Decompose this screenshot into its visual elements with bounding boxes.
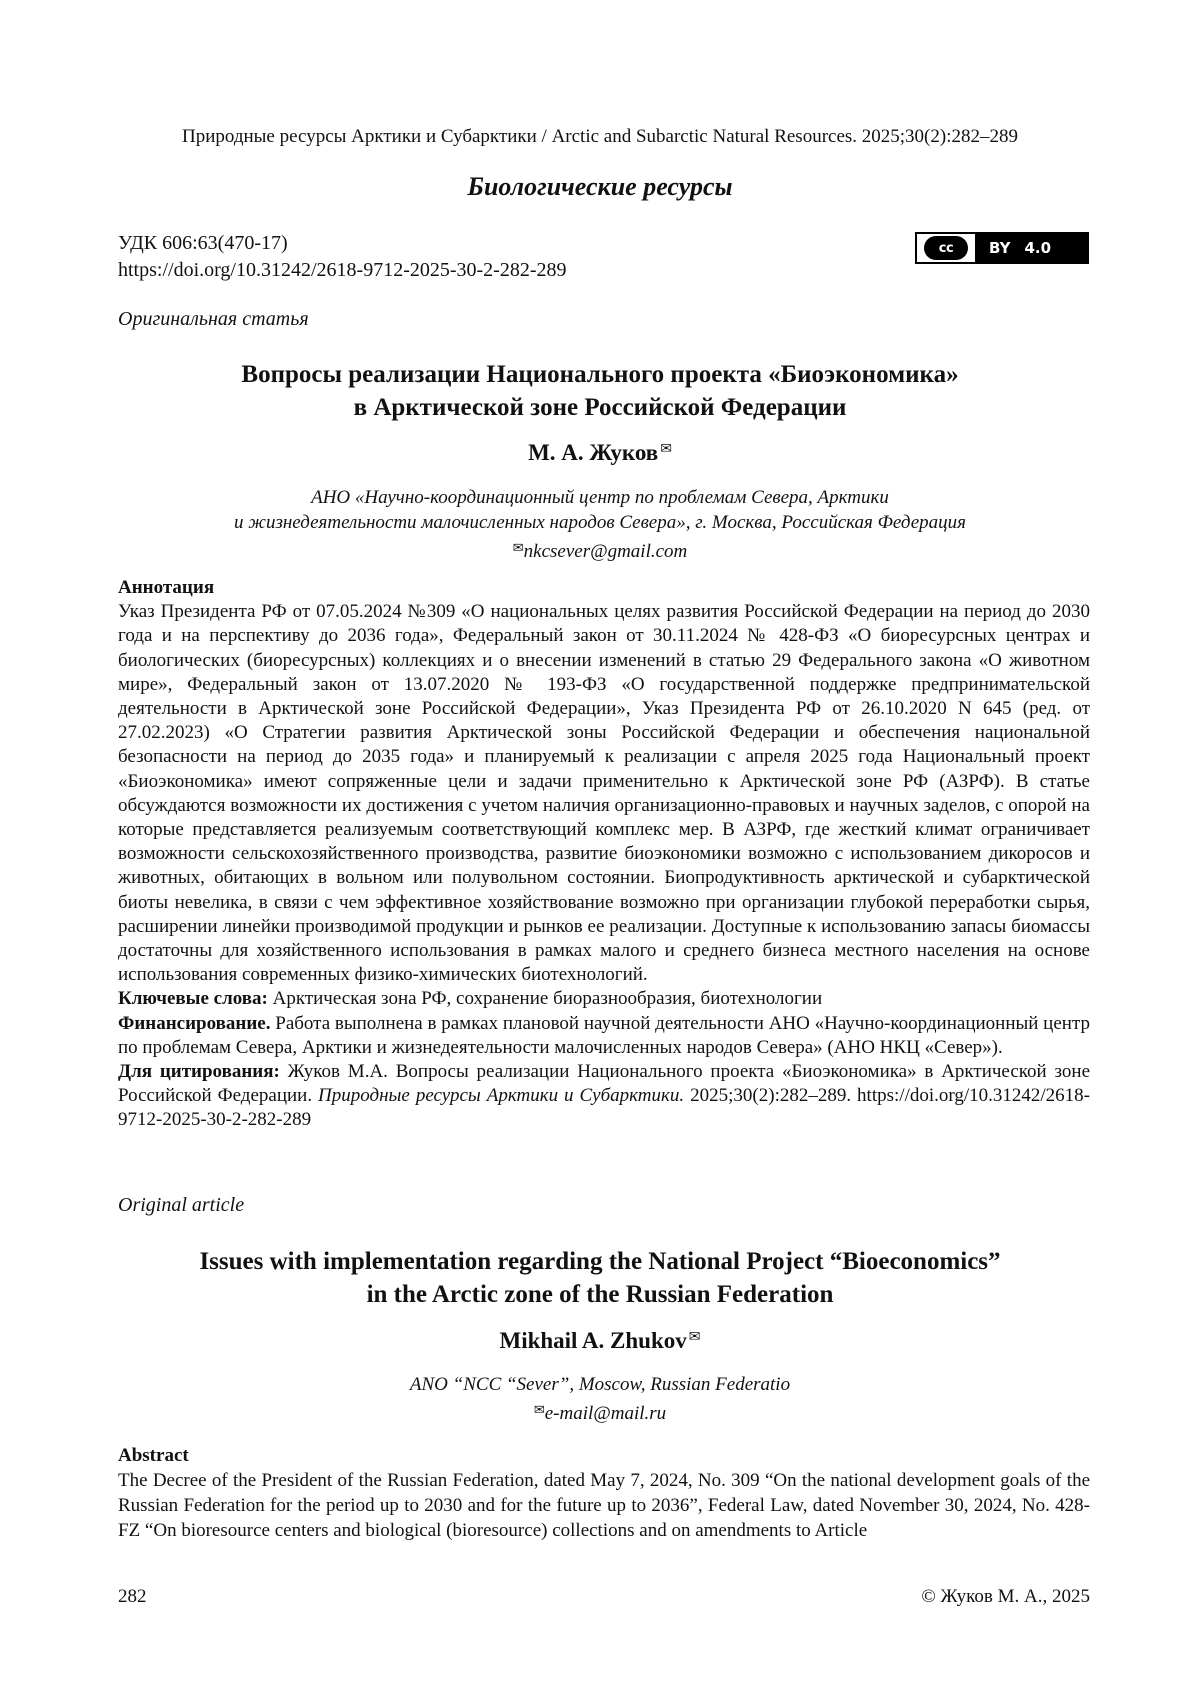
affiliation-en	[0, 1372, 1200, 1426]
citation-ru	[118, 1060, 1090, 1133]
email-ru-text: nkcsever@gmail.com	[523, 541, 688, 562]
copyright: © Жуков М. А., 2025	[921, 1586, 1090, 1607]
title-en	[0, 1245, 1200, 1311]
cc-icon: cc	[924, 236, 968, 260]
title-ru-line1: Вопросы реализации Национального проекта «Биоэкономика»	[241, 361, 959, 388]
article-type-en: Original article	[118, 1194, 245, 1216]
citation-ru-text2: 2025;30(2):282–289. https://doi.org/10.31242/2618-9712-2025-30-2-282-289	[118, 1085, 1090, 1131]
abstract-en-heading: Abstract	[118, 1445, 189, 1466]
affiliation-ru	[0, 485, 1200, 564]
title-en-line1: Issues with implementation regarding the National Project “Bioeconomics”	[199, 1248, 1001, 1275]
funding-ru-heading: Финансирование.	[118, 1012, 271, 1034]
funding-ru	[118, 1012, 1090, 1060]
keywords-ru-heading: Ключевые слова:	[118, 988, 268, 1010]
title-en-line2: in the Arctic zone of the Russian Federation	[366, 1281, 834, 1308]
page-number: 282	[118, 1586, 147, 1607]
cc-license-text	[975, 234, 1087, 262]
email-ru[interactable]	[0, 535, 1200, 564]
keywords-ru-text: Арктическая зона РФ, сохранение биоразнообразия, биотехнологии	[272, 988, 823, 1010]
email-en[interactable]	[0, 1397, 1200, 1426]
section-title: Биологические ресурсы	[467, 172, 733, 201]
mail-icon: ✉	[533, 1402, 545, 1417]
affiliation-ru-line2: и жизнедеятельности малочисленных народов Севера», г. Москва, Российская Федерация	[234, 512, 966, 533]
keywords-ru	[118, 987, 1090, 1011]
email-en-text: e-mail@mail.ru	[544, 1403, 667, 1424]
author-en	[0, 1328, 1200, 1354]
mail-icon: ✉	[512, 540, 524, 555]
mail-icon: ✉	[660, 442, 672, 457]
cc-logo	[917, 234, 975, 262]
udk-code: УДК 606:63(470-17)	[118, 232, 288, 254]
abstract-en-text: The Decree of the President of the Russian Federation, dated May 7, 2024, No. 309 “On the national development goals of the Russian Federation for the period up to 2030 and for the future up to 2036”, Federal Law, dated November 30, 2024, No. 428-FZ “On bioresource centers and biological (bioresource) collections and on amendments to Article	[118, 1470, 1090, 1541]
title-ru-line2: в Арктической зоне Российской Федерации	[353, 394, 847, 421]
abstract-ru	[118, 576, 1090, 1133]
mail-icon: ✉	[688, 1330, 701, 1345]
citation-ru-text1: Жуков М.А. Вопросы реализации Национального проекта «Биоэкономика» в Арктической зоне Российской Федерации.	[118, 1061, 1090, 1107]
journal-header: Природные ресурсы Арктики и Субарктики / Arctic and Subarctic Natural Resources. 2025;30(2):282–289	[181, 126, 1018, 147]
abstract-ru-heading: Аннотация	[118, 577, 215, 598]
abstract-ru-text: Указ Президента РФ от 07.05.2024 №309 «О национальных целях развития Российской Федерации на период до 2030 года и на перспективу до 2036 года», Федеральный закон от 30.11.2024 № 428-ФЗ «О биоресурсных центрах и биологических (биоресурсных) коллекциях и о внесении изменений в статью 29 Федерального закона «О животном мире», Федеральный закон от 13.07.2020 № 193-ФЗ «О государственной поддержке предпринимательской деятельности в Арктической зоне Российской Федерации», Указ Президента РФ от 26.10.2020 N 645 (ред. от 27.02.2023) «О Стратегии развития Арктической зоны Российской Федерации и обеспечения национальной безопасности на период до 2035 года» и планируемый к реализации с апреля 2025 года Национальный проект «Биоэкономика» имеют сопряженные цели и задачи применительно к Арктической зоне РФ (АЗРФ). В статье обсуждаются возможности их достижения с учетом наличия организационно-правовых и научных заделов, с опорой на которые представляется реализуемым соответствующий комплекс мер. В АЗРФ, где жесткий климат ограничивает возможности сельскохозяйственного производства, развитие биоэкономики возможно с использованием дикоросов и животных, обитающих в вольном или полувольном состоянии. Биопродуктивность арктической и субарктической биоты невелика, в связи с чем эффективное хозяйствование возможно при организации глубокой переработки сырья, расширении линейки производимой продукции и рынков ее реализации. Доступные к использованию запасы биомассы достаточны для хозяйственного использования в рамках малого и среднего бизнеса местного населения на основе использования современных физико-химических биотехнологий.	[118, 601, 1090, 986]
title-ru	[0, 358, 1200, 424]
abstract-en	[118, 1443, 1090, 1543]
cc-version: 4.0	[1024, 239, 1052, 257]
author-en-name: Mikhail A. Zhukov	[499, 1328, 687, 1353]
doi-link[interactable]: https://doi.org/10.31242/2618-9712-2025-30-2-282-289	[118, 259, 567, 281]
cc-license-badge[interactable]	[915, 232, 1089, 264]
author-ru-name: М. А. Жуков	[528, 440, 659, 465]
affiliation-en-line1: ANO “NCC “Sever”, Moscow, Russian Federatio	[409, 1374, 791, 1395]
identifiers	[118, 230, 567, 284]
citation-ru-journal: Природные ресурсы Арктики и Субарктики.	[318, 1085, 685, 1107]
citation-ru-heading: Для цитирования:	[118, 1061, 280, 1083]
article-type-ru: Оригинальная статья	[118, 308, 309, 330]
affiliation-ru-line1: АНО «Научно-координационный центр по проблемам Севера, Арктики	[311, 487, 889, 508]
funding-ru-text: Работа выполнена в рамках плановой научной деятельности АНО «Научно-координационный центр по проблемам Севера, Арктики и жизнедеятельности малочисленных народов Севера» (АНО НКЦ «Север»).	[118, 1012, 1090, 1058]
cc-by-label: BY	[989, 239, 1011, 257]
author-ru	[0, 440, 1200, 466]
